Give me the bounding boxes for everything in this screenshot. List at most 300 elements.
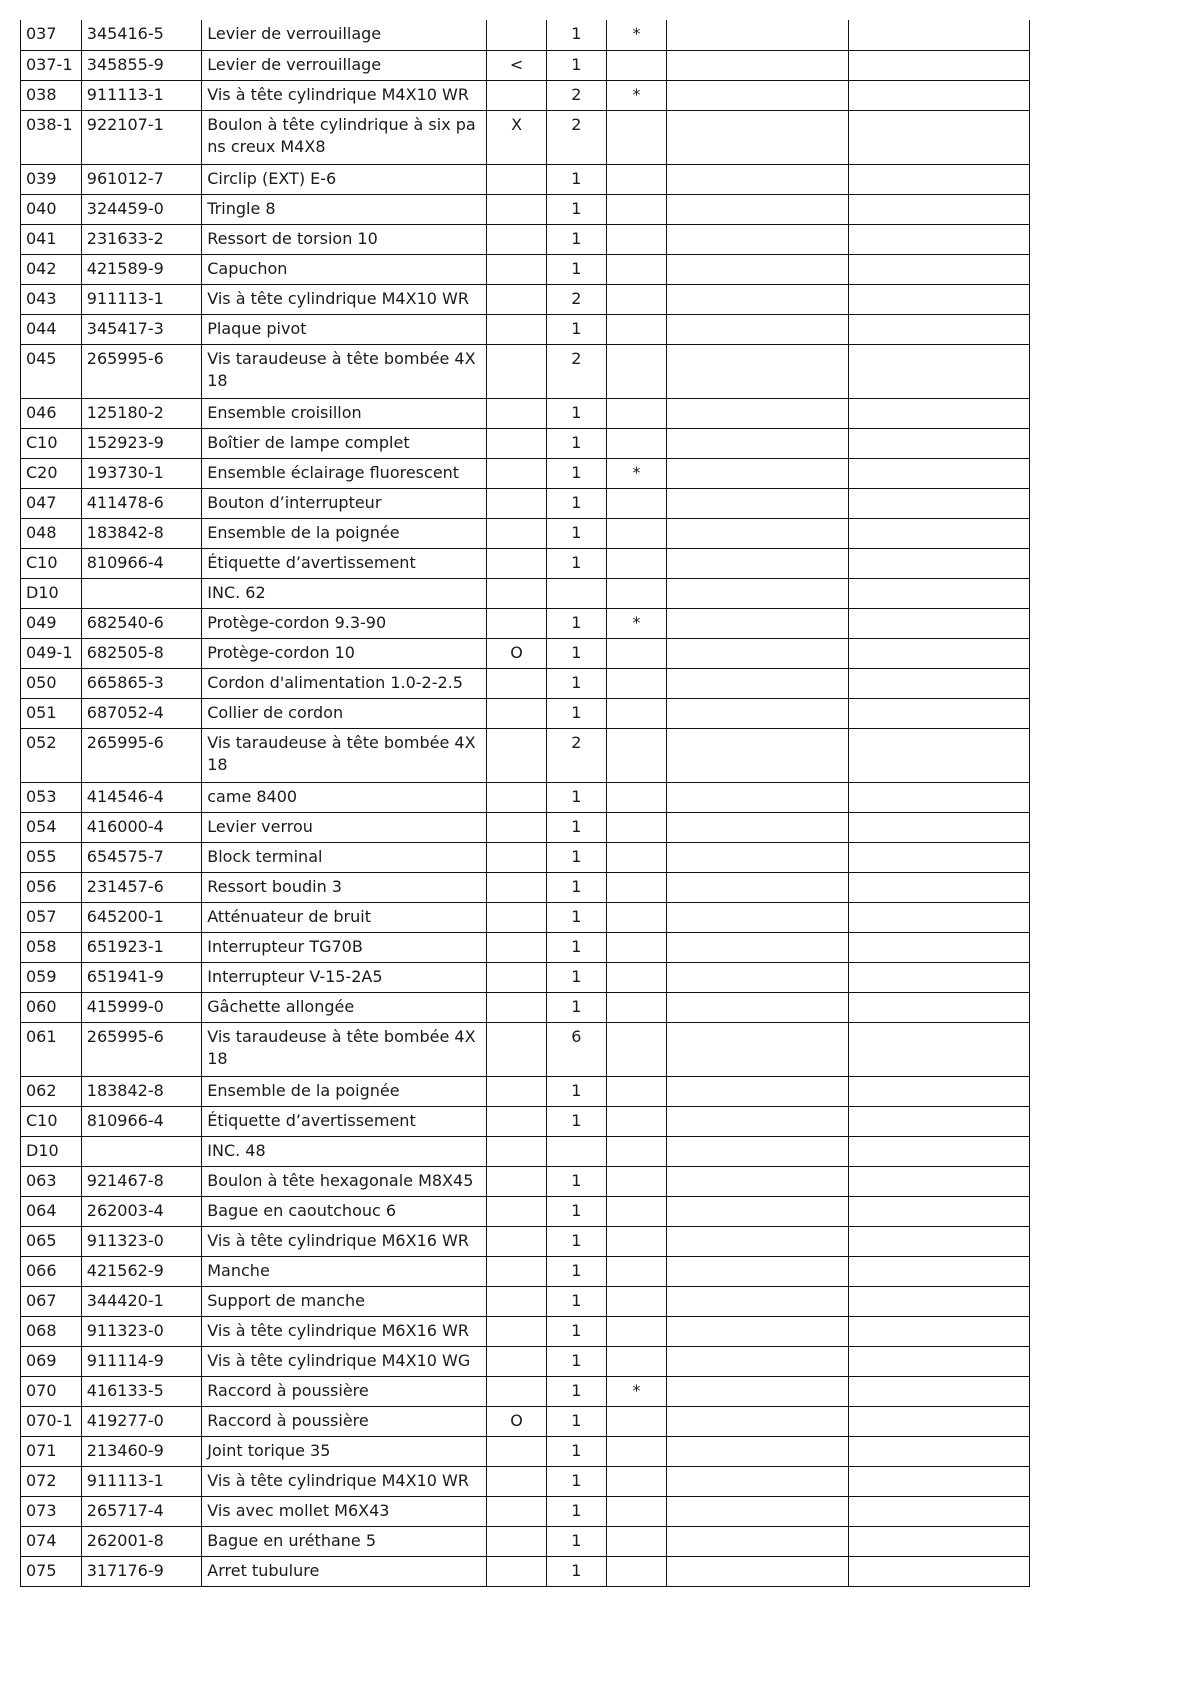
quantity-cell: 1 — [546, 1406, 606, 1436]
empty-cell-1 — [667, 254, 848, 284]
table-row — [21, 1256, 1030, 1286]
change-mark-cell — [487, 932, 547, 962]
table-row — [21, 842, 1030, 872]
empty-cell-2 — [848, 428, 1029, 458]
change-mark-cell — [487, 782, 547, 812]
table-row — [21, 578, 1030, 608]
description-cell: Vis à tête cylindrique M6X16 WR — [202, 1316, 487, 1346]
quantity-cell: 1 — [546, 1346, 606, 1376]
quantity-cell: 1 — [546, 668, 606, 698]
part-reference-cell: 415999-0 — [81, 992, 201, 1022]
table-row — [21, 1346, 1030, 1376]
table-row — [21, 20, 1030, 50]
empty-cell-1 — [667, 668, 848, 698]
empty-cell-2 — [848, 1226, 1029, 1256]
description-cell: Interrupteur TG70B — [202, 932, 487, 962]
change-mark-cell — [487, 1286, 547, 1316]
item-number-cell: D10 — [21, 1136, 82, 1166]
note-cell — [606, 638, 667, 668]
part-reference-cell: 682505-8 — [81, 638, 201, 668]
table-row — [21, 812, 1030, 842]
note-cell — [606, 782, 667, 812]
table-row — [21, 284, 1030, 314]
table-row — [21, 110, 1030, 164]
note-cell — [606, 578, 667, 608]
description-cell: Atténuateur de bruit — [202, 902, 487, 932]
part-reference-cell: 183842-8 — [81, 1076, 201, 1106]
change-mark-cell — [487, 1496, 547, 1526]
empty-cell-1 — [667, 224, 848, 254]
description-cell: Vis avec mollet M6X43 — [202, 1496, 487, 1526]
quantity-cell: 1 — [546, 1106, 606, 1136]
change-mark-cell — [487, 488, 547, 518]
table-row — [21, 80, 1030, 110]
empty-cell-1 — [667, 872, 848, 902]
part-reference-cell: 421562-9 — [81, 1256, 201, 1286]
part-reference-cell: 265995-6 — [81, 728, 201, 782]
table-row — [21, 1022, 1030, 1076]
note-cell — [606, 344, 667, 398]
quantity-cell: 1 — [546, 458, 606, 488]
change-mark-cell — [487, 578, 547, 608]
description-cell: Gâchette allongée — [202, 992, 487, 1022]
description-cell: Vis taraudeuse à tête bombée 4X18 — [202, 344, 487, 398]
empty-cell-1 — [667, 698, 848, 728]
quantity-cell: 1 — [546, 932, 606, 962]
note-cell — [606, 428, 667, 458]
note-cell — [606, 110, 667, 164]
description-cell: Boîtier de lampe complet — [202, 428, 487, 458]
part-reference-cell: 231633-2 — [81, 224, 201, 254]
part-reference-cell: 152923-9 — [81, 428, 201, 458]
part-reference-cell: 911114-9 — [81, 1346, 201, 1376]
item-number-cell: 040 — [21, 194, 82, 224]
part-reference-cell: 911113-1 — [81, 1466, 201, 1496]
description-cell: Ensemble de la poignée — [202, 1076, 487, 1106]
note-cell — [606, 488, 667, 518]
part-reference-cell: 193730-1 — [81, 458, 201, 488]
empty-cell-1 — [667, 842, 848, 872]
note-cell — [606, 1406, 667, 1436]
part-reference-cell: 414546-4 — [81, 782, 201, 812]
table-row — [21, 1316, 1030, 1346]
empty-cell-2 — [848, 1496, 1029, 1526]
empty-cell-1 — [667, 314, 848, 344]
empty-cell-1 — [667, 1256, 848, 1286]
change-mark-cell — [487, 254, 547, 284]
note-cell — [606, 1286, 667, 1316]
empty-cell-2 — [848, 548, 1029, 578]
description-cell: Interrupteur V-15-2A5 — [202, 962, 487, 992]
empty-cell-2 — [848, 488, 1029, 518]
empty-cell-2 — [848, 962, 1029, 992]
item-number-cell: 043 — [21, 284, 82, 314]
empty-cell-2 — [848, 344, 1029, 398]
quantity-cell: 1 — [546, 548, 606, 578]
item-number-cell: 071 — [21, 1436, 82, 1466]
quantity-cell: 1 — [546, 50, 606, 80]
part-reference-cell: 651941-9 — [81, 962, 201, 992]
quantity-cell: 2 — [546, 80, 606, 110]
description-cell: Levier de verrouillage — [202, 50, 487, 80]
item-number-cell: 057 — [21, 902, 82, 932]
note-cell — [606, 728, 667, 782]
change-mark-cell — [487, 314, 547, 344]
part-reference-cell: 231457-6 — [81, 872, 201, 902]
note-cell: * — [606, 80, 667, 110]
description-cell: Joint torique 35 — [202, 1436, 487, 1466]
item-number-cell: 037-1 — [21, 50, 82, 80]
table-row — [21, 1526, 1030, 1556]
quantity-cell: 1 — [546, 1496, 606, 1526]
empty-cell-2 — [848, 20, 1029, 50]
description-cell: Vis à tête cylindrique M4X10 WR — [202, 1466, 487, 1496]
empty-cell-2 — [848, 728, 1029, 782]
empty-cell-1 — [667, 578, 848, 608]
change-mark-cell — [487, 962, 547, 992]
item-number-cell: 045 — [21, 344, 82, 398]
empty-cell-2 — [848, 284, 1029, 314]
note-cell — [606, 314, 667, 344]
item-number-cell: 070 — [21, 1376, 82, 1406]
part-reference-cell: 125180-2 — [81, 398, 201, 428]
change-mark-cell — [487, 902, 547, 932]
description-cell: Bouton d’interrupteur — [202, 488, 487, 518]
table-row — [21, 428, 1030, 458]
description-cell: Circlip (EXT) E-6 — [202, 164, 487, 194]
parts-table — [20, 20, 1030, 1587]
part-reference-cell: 345855-9 — [81, 50, 201, 80]
quantity-cell — [546, 1136, 606, 1166]
quantity-cell: 1 — [546, 1166, 606, 1196]
empty-cell-2 — [848, 902, 1029, 932]
part-reference-cell: 654575-7 — [81, 842, 201, 872]
note-cell — [606, 668, 667, 698]
empty-cell-1 — [667, 1346, 848, 1376]
empty-cell-1 — [667, 548, 848, 578]
empty-cell-2 — [848, 698, 1029, 728]
empty-cell-1 — [667, 1406, 848, 1436]
change-mark-cell — [487, 20, 547, 50]
quantity-cell: 1 — [546, 1256, 606, 1286]
empty-cell-1 — [667, 110, 848, 164]
table-row — [21, 872, 1030, 902]
description-cell: Boulon à tête hexagonale M8X45 — [202, 1166, 487, 1196]
quantity-cell: 2 — [546, 728, 606, 782]
part-reference-cell: 419277-0 — [81, 1406, 201, 1436]
empty-cell-1 — [667, 20, 848, 50]
item-number-cell: 058 — [21, 932, 82, 962]
change-mark-cell — [487, 1346, 547, 1376]
note-cell — [606, 1022, 667, 1076]
part-reference-cell: 262003-4 — [81, 1196, 201, 1226]
empty-cell-2 — [848, 110, 1029, 164]
empty-cell-2 — [848, 1376, 1029, 1406]
description-cell: Levier de verrouillage — [202, 20, 487, 50]
description-cell: Support de manche — [202, 1286, 487, 1316]
change-mark-cell — [487, 1316, 547, 1346]
empty-cell-1 — [667, 1556, 848, 1586]
item-number-cell: 052 — [21, 728, 82, 782]
empty-cell-2 — [848, 194, 1029, 224]
part-reference-cell: 421589-9 — [81, 254, 201, 284]
change-mark-cell — [487, 698, 547, 728]
table-row — [21, 638, 1030, 668]
change-mark-cell — [487, 1556, 547, 1586]
change-mark-cell — [487, 608, 547, 638]
change-mark-cell — [487, 428, 547, 458]
item-number-cell: 049 — [21, 608, 82, 638]
empty-cell-2 — [848, 80, 1029, 110]
quantity-cell: 1 — [546, 164, 606, 194]
empty-cell-2 — [848, 1526, 1029, 1556]
note-cell: * — [606, 608, 667, 638]
empty-cell-1 — [667, 1196, 848, 1226]
part-reference-cell: 911113-1 — [81, 80, 201, 110]
part-reference-cell: 921467-8 — [81, 1166, 201, 1196]
empty-cell-1 — [667, 1496, 848, 1526]
empty-cell-1 — [667, 1076, 848, 1106]
note-cell — [606, 1316, 667, 1346]
description-cell: Vis à tête cylindrique M6X16 WR — [202, 1226, 487, 1256]
item-number-cell: D10 — [21, 578, 82, 608]
empty-cell-1 — [667, 1106, 848, 1136]
note-cell — [606, 548, 667, 578]
table-row — [21, 668, 1030, 698]
empty-cell-1 — [667, 962, 848, 992]
item-number-cell: 047 — [21, 488, 82, 518]
item-number-cell: 061 — [21, 1022, 82, 1076]
change-mark-cell — [487, 1376, 547, 1406]
item-number-cell: 048 — [21, 518, 82, 548]
empty-cell-2 — [848, 254, 1029, 284]
table-row — [21, 164, 1030, 194]
table-row — [21, 458, 1030, 488]
change-mark-cell — [487, 1022, 547, 1076]
empty-cell-2 — [848, 1406, 1029, 1436]
quantity-cell: 1 — [546, 1466, 606, 1496]
note-cell — [606, 962, 667, 992]
change-mark-cell — [487, 1136, 547, 1166]
item-number-cell: 050 — [21, 668, 82, 698]
description-cell: Ressort boudin 3 — [202, 872, 487, 902]
description-cell: Bague en caoutchouc 6 — [202, 1196, 487, 1226]
item-number-cell: 074 — [21, 1526, 82, 1556]
item-number-cell: 059 — [21, 962, 82, 992]
empty-cell-2 — [848, 1436, 1029, 1466]
empty-cell-1 — [667, 428, 848, 458]
note-cell — [606, 50, 667, 80]
empty-cell-1 — [667, 164, 848, 194]
empty-cell-2 — [848, 224, 1029, 254]
part-reference-cell: 911113-1 — [81, 284, 201, 314]
description-cell: Protège-cordon 10 — [202, 638, 487, 668]
table-row — [21, 932, 1030, 962]
change-mark-cell: X — [487, 110, 547, 164]
quantity-cell: 1 — [546, 638, 606, 668]
item-number-cell: C10 — [21, 428, 82, 458]
item-number-cell: 073 — [21, 1496, 82, 1526]
table-row — [21, 50, 1030, 80]
part-reference-cell: 810966-4 — [81, 1106, 201, 1136]
note-cell — [606, 932, 667, 962]
item-number-cell: 062 — [21, 1076, 82, 1106]
item-number-cell: 042 — [21, 254, 82, 284]
part-reference-cell: 665865-3 — [81, 668, 201, 698]
change-mark-cell — [487, 992, 547, 1022]
quantity-cell: 1 — [546, 1286, 606, 1316]
item-number-cell: 068 — [21, 1316, 82, 1346]
table-row — [21, 992, 1030, 1022]
description-cell: Capuchon — [202, 254, 487, 284]
empty-cell-2 — [848, 1166, 1029, 1196]
part-reference-cell: 265717-4 — [81, 1496, 201, 1526]
part-reference-cell: 265995-6 — [81, 344, 201, 398]
part-reference-cell: 682540-6 — [81, 608, 201, 638]
empty-cell-1 — [667, 608, 848, 638]
quantity-cell: 1 — [546, 518, 606, 548]
quantity-cell: 1 — [546, 1076, 606, 1106]
table-row — [21, 698, 1030, 728]
note-cell — [606, 1226, 667, 1256]
empty-cell-1 — [667, 1466, 848, 1496]
empty-cell-1 — [667, 902, 848, 932]
change-mark-cell — [487, 1256, 547, 1286]
description-cell: Ensemble croisillon — [202, 398, 487, 428]
empty-cell-2 — [848, 314, 1029, 344]
change-mark-cell: O — [487, 638, 547, 668]
note-cell — [606, 1496, 667, 1526]
quantity-cell: 1 — [546, 1436, 606, 1466]
change-mark-cell — [487, 1226, 547, 1256]
empty-cell-1 — [667, 80, 848, 110]
quantity-cell: 1 — [546, 398, 606, 428]
item-number-cell: 063 — [21, 1166, 82, 1196]
item-number-cell: 066 — [21, 1256, 82, 1286]
description-cell: Vis à tête cylindrique M4X10 WR — [202, 284, 487, 314]
quantity-cell: 1 — [546, 20, 606, 50]
description-cell: Vis à tête cylindrique M4X10 WG — [202, 1346, 487, 1376]
item-number-cell: C20 — [21, 458, 82, 488]
quantity-cell: 1 — [546, 608, 606, 638]
note-cell — [606, 902, 667, 932]
empty-cell-1 — [667, 782, 848, 812]
empty-cell-2 — [848, 1256, 1029, 1286]
empty-cell-1 — [667, 344, 848, 398]
item-number-cell: 041 — [21, 224, 82, 254]
empty-cell-2 — [848, 398, 1029, 428]
note-cell — [606, 194, 667, 224]
quantity-cell: 1 — [546, 488, 606, 518]
change-mark-cell — [487, 284, 547, 314]
quantity-cell: 1 — [546, 782, 606, 812]
note-cell — [606, 1196, 667, 1226]
description-cell: Raccord à poussière — [202, 1376, 487, 1406]
table-row — [21, 548, 1030, 578]
note-cell — [606, 284, 667, 314]
table-row — [21, 1106, 1030, 1136]
change-mark-cell — [487, 344, 547, 398]
table-row — [21, 488, 1030, 518]
description-cell: Ressort de torsion 10 — [202, 224, 487, 254]
empty-cell-2 — [848, 518, 1029, 548]
description-cell: Collier de cordon — [202, 698, 487, 728]
item-number-cell: 054 — [21, 812, 82, 842]
change-mark-cell — [487, 1526, 547, 1556]
change-mark-cell — [487, 1166, 547, 1196]
note-cell — [606, 1106, 667, 1136]
note-cell — [606, 518, 667, 548]
table-row — [21, 962, 1030, 992]
empty-cell-1 — [667, 488, 848, 518]
empty-cell-1 — [667, 638, 848, 668]
change-mark-cell: O — [487, 1406, 547, 1436]
item-number-cell: 056 — [21, 872, 82, 902]
quantity-cell: 1 — [546, 1376, 606, 1406]
empty-cell-2 — [848, 608, 1029, 638]
part-reference-cell: 213460-9 — [81, 1436, 201, 1466]
item-number-cell: 072 — [21, 1466, 82, 1496]
empty-cell-2 — [848, 1346, 1029, 1376]
item-number-cell: 049-1 — [21, 638, 82, 668]
note-cell — [606, 224, 667, 254]
empty-cell-2 — [848, 1556, 1029, 1586]
empty-cell-1 — [667, 194, 848, 224]
item-number-cell: 055 — [21, 842, 82, 872]
empty-cell-1 — [667, 1316, 848, 1346]
empty-cell-2 — [848, 812, 1029, 842]
description-cell: Tringle 8 — [202, 194, 487, 224]
part-reference-cell: 416133-5 — [81, 1376, 201, 1406]
quantity-cell: 1 — [546, 1196, 606, 1226]
empty-cell-2 — [848, 638, 1029, 668]
part-reference-cell: 911323-0 — [81, 1226, 201, 1256]
table-row — [21, 1136, 1030, 1166]
change-mark-cell — [487, 872, 547, 902]
table-row — [21, 1076, 1030, 1106]
description-cell: INC. 62 — [202, 578, 487, 608]
empty-cell-1 — [667, 1022, 848, 1076]
note-cell — [606, 1466, 667, 1496]
change-mark-cell — [487, 1106, 547, 1136]
table-row — [21, 1166, 1030, 1196]
change-mark-cell — [487, 458, 547, 488]
part-reference-cell: 416000-4 — [81, 812, 201, 842]
description-cell: Vis taraudeuse à tête bombée 4X18 — [202, 728, 487, 782]
item-number-cell: 051 — [21, 698, 82, 728]
note-cell — [606, 1256, 667, 1286]
note-cell — [606, 812, 667, 842]
empty-cell-2 — [848, 1316, 1029, 1346]
item-number-cell: 067 — [21, 1286, 82, 1316]
description-cell: Cordon d'alimentation 1.0-2-2.5 — [202, 668, 487, 698]
item-number-cell: 038-1 — [21, 110, 82, 164]
description-cell: Boulon à tête cylindrique à six pans creux M4X8 — [202, 110, 487, 164]
table-row — [21, 782, 1030, 812]
item-number-cell: 070-1 — [21, 1406, 82, 1436]
empty-cell-2 — [848, 164, 1029, 194]
note-cell — [606, 1346, 667, 1376]
table-row — [21, 1406, 1030, 1436]
quantity-cell: 1 — [546, 902, 606, 932]
empty-cell-2 — [848, 458, 1029, 488]
item-number-cell: 037 — [21, 20, 82, 50]
change-mark-cell — [487, 224, 547, 254]
quantity-cell: 1 — [546, 314, 606, 344]
part-reference-cell: 265995-6 — [81, 1022, 201, 1076]
part-reference-cell: 345417-3 — [81, 314, 201, 344]
quantity-cell: 1 — [546, 962, 606, 992]
